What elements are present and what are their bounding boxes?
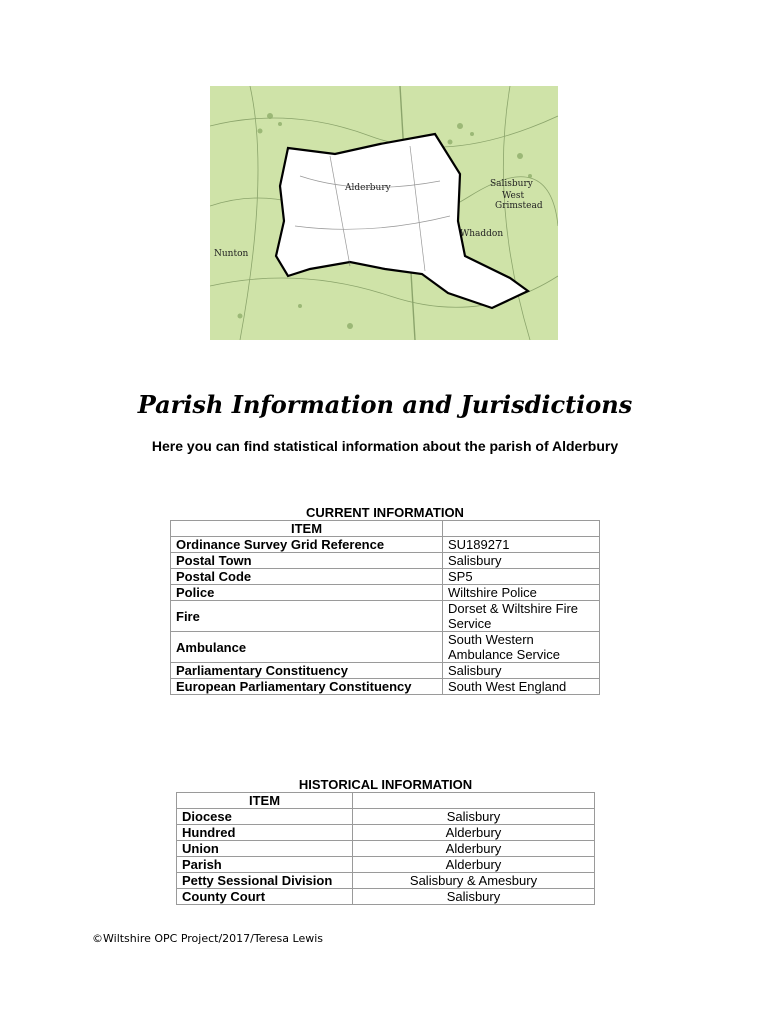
value-cell: Dorset & Wiltshire Fire Service xyxy=(443,601,600,632)
item-cell: Hundred xyxy=(177,825,353,841)
item-cell: Postal Code xyxy=(171,569,443,585)
table-row xyxy=(177,841,595,857)
table-row xyxy=(177,825,595,841)
historical-info-table xyxy=(176,792,595,905)
table-header-cell xyxy=(443,521,600,537)
page-subtitle: Here you can find statistical information about the parish of Alderbury xyxy=(151,438,619,454)
table-header-row xyxy=(177,793,595,809)
table-row xyxy=(171,553,600,569)
current-info-table xyxy=(170,520,600,695)
table-row xyxy=(177,809,595,825)
map-label: Grimstead xyxy=(495,201,543,211)
table-header-row xyxy=(171,521,600,537)
item-cell: Ordinance Survey Grid Reference xyxy=(171,537,443,553)
value-cell: Salisbury xyxy=(443,663,600,679)
table-row xyxy=(171,569,600,585)
value-cell: Salisbury xyxy=(353,889,595,905)
historical-info-caption: HISTORICAL INFORMATION xyxy=(298,777,473,792)
table-header-cell xyxy=(353,793,595,809)
value-cell: Wiltshire Police xyxy=(443,585,600,601)
map-label: Alderbury xyxy=(345,183,391,193)
table-row xyxy=(171,601,600,632)
copyright-footer: ©Wiltshire OPC Project/2017/Teresa Lewis xyxy=(92,932,323,945)
item-cell: Parish xyxy=(177,857,353,873)
table-header-cell: ITEM xyxy=(177,793,353,809)
map-drawing xyxy=(210,86,558,340)
value-cell: Alderbury xyxy=(353,841,595,857)
page-title: Parish Information and Jurisdictions xyxy=(137,390,633,419)
value-cell: Salisbury & Amesbury xyxy=(353,873,595,889)
table-row xyxy=(177,889,595,905)
item-cell: Petty Sessional Division xyxy=(177,873,353,889)
table-row xyxy=(177,873,595,889)
item-cell: Parliamentary Constituency xyxy=(171,663,443,679)
table-row xyxy=(177,857,595,873)
item-cell: Diocese xyxy=(177,809,353,825)
value-cell: South West England xyxy=(443,679,600,695)
map-label: Nunton xyxy=(214,249,249,259)
item-cell: Police xyxy=(171,585,443,601)
map-label: Salisbury xyxy=(490,179,533,189)
value-cell: Salisbury xyxy=(353,809,595,825)
map-label: Whaddon xyxy=(460,229,504,239)
value-cell: South Western Ambulance Service xyxy=(443,632,600,663)
item-cell: Fire xyxy=(171,601,443,632)
table-row xyxy=(171,537,600,553)
parish-map-image xyxy=(210,86,558,340)
map-label: West xyxy=(502,191,525,201)
item-cell: Postal Town xyxy=(171,553,443,569)
current-info-caption: CURRENT INFORMATION xyxy=(306,505,464,520)
table-row xyxy=(171,679,600,695)
table-header-cell: ITEM xyxy=(171,521,443,537)
value-cell: SP5 xyxy=(443,569,600,585)
item-cell: European Parliamentary Constituency xyxy=(171,679,443,695)
value-cell: Alderbury xyxy=(353,825,595,841)
item-cell: County Court xyxy=(177,889,353,905)
table-row xyxy=(171,663,600,679)
value-cell: SU189271 xyxy=(443,537,600,553)
table-row xyxy=(171,585,600,601)
value-cell: Alderbury xyxy=(353,857,595,873)
item-cell: Union xyxy=(177,841,353,857)
table-row xyxy=(171,632,600,663)
value-cell: Salisbury xyxy=(443,553,600,569)
item-cell: Ambulance xyxy=(171,632,443,663)
